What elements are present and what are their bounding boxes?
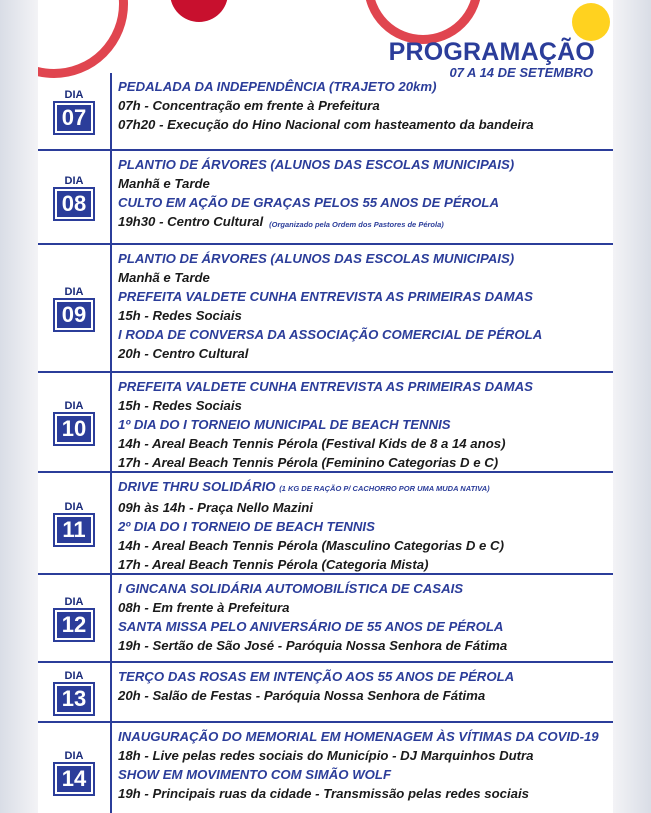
event-location: - Em frente à Prefeitura (140, 600, 290, 615)
day-number: 14 (55, 764, 93, 794)
event-detail (118, 174, 613, 193)
event-title (118, 517, 613, 536)
event-time: 15h (118, 398, 141, 413)
date-range: 07 A 14 DE SETEMBRO (449, 65, 593, 80)
event-time: 17h (118, 557, 141, 572)
background-left (0, 0, 38, 813)
day-badge (38, 473, 110, 573)
event-detail (118, 536, 613, 555)
day-events (110, 73, 613, 149)
day-label: DIA (64, 596, 84, 608)
event-title (118, 765, 613, 784)
day-events (110, 575, 613, 661)
event-title-text: TERÇO DAS ROSAS EM INTENÇÃO AOS 55 ANOS DE PÉROLA (118, 669, 515, 684)
event-title-text: DRIVE THRU SOLIDÁRIO (118, 479, 280, 494)
event-title-text: PREFEITA VALDETE CUNHA ENTREVISTA AS PRIMEIRAS DAMAS (118, 289, 533, 304)
event-title-text: CULTO EM AÇÃO DE GRAÇAS PELOS 55 ANOS DE PÉROLA (118, 195, 500, 210)
event-time: 20h (118, 688, 141, 703)
event-detail (118, 598, 613, 617)
decorative-red-circle (170, 0, 228, 22)
day-number: 09 (55, 300, 93, 330)
event-time: 18h (118, 748, 141, 763)
event-time: 19h (118, 786, 141, 801)
day-number: 12 (55, 610, 93, 640)
event-detail (118, 434, 613, 453)
event-title-text: PLANTIO DE ÁRVORES (ALUNOS DAS ESCOLAS MUNICIPAIS) (118, 251, 515, 266)
day-label: DIA (64, 286, 84, 298)
day-number: 08 (55, 189, 93, 219)
page-title: PROGRAMAÇÃO (388, 38, 595, 66)
event-detail (118, 636, 613, 655)
event-location: - Areal Beach Tennis Pérola (Festival Kids de 8 a 14 anos) (140, 436, 506, 451)
event-detail (118, 498, 613, 517)
event-time: 20h (118, 346, 141, 361)
day-badge (38, 151, 110, 243)
event-title-text: INAUGURAÇÃO DO MEMORIAL EM HOMENAGEM ÀS VÍTIMAS DA COVID-19 (118, 729, 599, 744)
day-badge (38, 663, 110, 721)
event-location: - Areal Beach Tennis Pérola (Feminino Categorias D e C) (140, 455, 499, 470)
day-badge (38, 575, 110, 661)
event-location: - Redes Sociais (140, 398, 242, 413)
event-location: - Live pelas redes sociais do Município - DJ Marquinhos Dutra (140, 748, 534, 763)
event-location: - Centro Cultural (155, 214, 264, 229)
event-detail (118, 784, 613, 803)
event-title (118, 477, 613, 498)
day-row (38, 73, 613, 151)
event-time: 19h (118, 638, 141, 653)
day-number: 11 (55, 515, 93, 545)
day-events (110, 373, 613, 471)
day-label: DIA (64, 750, 84, 762)
event-title (118, 287, 613, 306)
event-time: 17h (118, 455, 141, 470)
day-number: 07 (55, 103, 93, 133)
event-title-text: PLANTIO DE ÁRVORES (ALUNOS DAS ESCOLAS MUNICIPAIS) (118, 157, 515, 172)
event-title (118, 617, 613, 636)
day-number: 13 (55, 684, 93, 714)
event-title-text: 2º DIA DO I TORNEIO DE BEACH TENNIS (118, 519, 375, 534)
day-events (110, 723, 613, 813)
event-location: - Areal Beach Tennis Pérola (Categoria Mista) (140, 557, 429, 572)
event-title-text: PEDALADA DA INDEPENDÊNCIA (TRAJETO 20km) (118, 79, 437, 94)
event-time: 07h20 (118, 117, 156, 132)
event-title (118, 155, 613, 174)
event-time: 07h (118, 98, 141, 113)
day-row (38, 245, 613, 373)
event-title-text: SANTA MISSA PELO ANIVERSÁRIO DE 55 ANOS DE PÉROLA (118, 619, 504, 634)
day-events (110, 245, 613, 371)
background-right (613, 0, 651, 813)
day-badge (38, 245, 110, 371)
event-title (118, 325, 613, 344)
event-detail (118, 555, 613, 574)
event-time: 14h (118, 436, 141, 451)
event-title-text: 1º DIA DO I TORNEIO MUNICIPAL DE BEACH TENNIS (118, 417, 451, 432)
event-location: - Centro Cultural (140, 346, 249, 361)
decorative-ring-left (38, 0, 128, 78)
day-badge (38, 373, 110, 471)
event-detail (118, 686, 613, 705)
event-title-text: PREFEITA VALDETE CUNHA ENTREVISTA AS PRIMEIRAS DAMAS (118, 379, 533, 394)
event-title (118, 415, 613, 434)
day-row (38, 723, 613, 813)
event-time: 09h às 14h (118, 500, 186, 515)
event-location: - Redes Sociais (140, 308, 242, 323)
event-note: (1 KG DE RAÇÃO P/ CACHORRO POR UMA MUDA NATIVA) (279, 484, 490, 493)
event-title (118, 727, 613, 746)
event-location: - Salão de Festas - Paróquia Nossa Senhora de Fátima (140, 688, 486, 703)
event-time: Manhã e Tarde (118, 270, 210, 285)
event-time: 19h30 (118, 214, 156, 229)
day-label: DIA (64, 175, 84, 187)
day-label: DIA (64, 670, 84, 682)
event-title (118, 667, 613, 686)
decorative-yellow-circle (572, 3, 610, 41)
event-location: - Praça Nello Mazini (185, 500, 313, 515)
day-row (38, 473, 613, 575)
event-title (118, 377, 613, 396)
day-label: DIA (64, 501, 84, 513)
event-location: - Execução do Hino Nacional com hasteamento da bandeira (155, 117, 534, 132)
event-detail (118, 268, 613, 287)
event-title-text: SHOW EM MOVIMENTO COM SIMÃO WOLF (118, 767, 392, 782)
event-title-text: I GINCANA SOLIDÁRIA AUTOMOBILÍSTICA DE CASAIS (118, 581, 464, 596)
event-title (118, 249, 613, 268)
event-detail (118, 96, 613, 115)
schedule-list (38, 73, 613, 813)
day-label: DIA (64, 89, 84, 101)
day-events (110, 151, 613, 243)
event-detail (118, 746, 613, 765)
day-row (38, 663, 613, 723)
event-location: - Sertão de São José - Paróquia Nossa Senhora de Fátima (140, 638, 508, 653)
event-title-text: I RODA DE CONVERSA DA ASSOCIAÇÃO COMERCIAL DE PÉROLA (118, 327, 543, 342)
day-badge (38, 73, 110, 149)
event-title (118, 77, 613, 96)
day-label: DIA (64, 400, 84, 412)
event-title (118, 579, 613, 598)
event-time: 15h (118, 308, 141, 323)
event-time: Manhã e Tarde (118, 176, 210, 191)
event-title (118, 193, 613, 212)
day-row (38, 151, 613, 245)
event-location: - Areal Beach Tennis Pérola (Masculino Categorias D e C) (140, 538, 504, 553)
event-note: (Organizado pela Ordem dos Pastores de Pérola) (269, 220, 444, 229)
schedule-poster (38, 0, 613, 813)
event-location: - Principais ruas da cidade - Transmissão pelas redes sociais (140, 786, 529, 801)
day-events (110, 473, 613, 573)
day-events (110, 663, 613, 721)
event-detail (118, 306, 613, 325)
day-badge (38, 723, 110, 813)
event-detail (118, 344, 613, 363)
event-detail (118, 396, 613, 415)
day-number: 10 (55, 414, 93, 444)
event-detail (118, 115, 613, 134)
event-detail (118, 212, 613, 234)
day-row (38, 373, 613, 473)
event-detail (118, 453, 613, 472)
event-time: 08h (118, 600, 141, 615)
day-row (38, 575, 613, 663)
event-location: - Concentração em frente à Prefeitura (140, 98, 380, 113)
event-time: 14h (118, 538, 141, 553)
